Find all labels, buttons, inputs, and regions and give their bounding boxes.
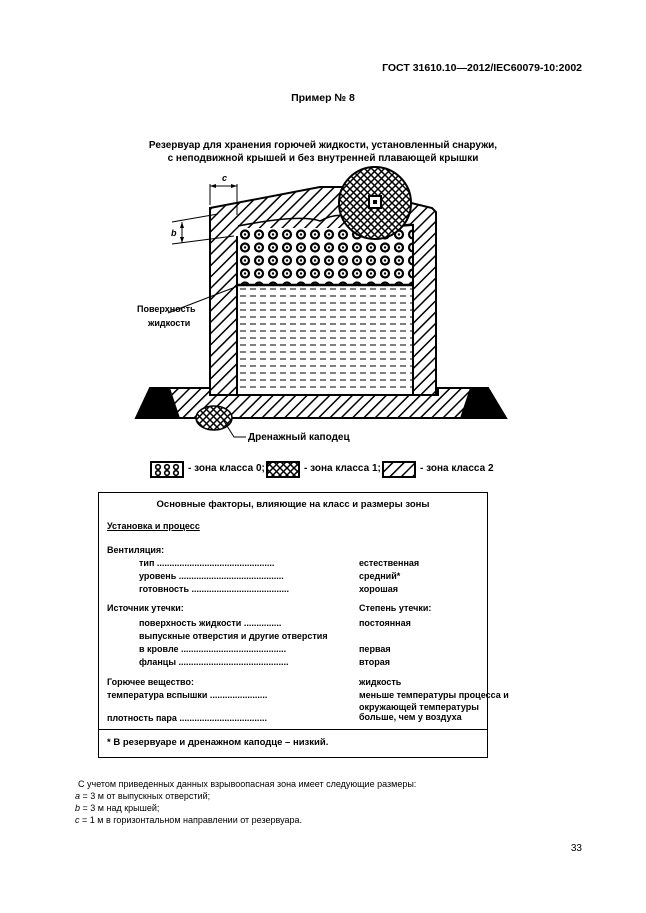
legend-zone-0-label: - зона класса 0; [188,463,265,474]
factors-title: Основные факторы, влияющие на класс и размеры зоны [156,499,430,510]
rs-vents-1: выпускные отверстия и другие отверстия [139,631,328,641]
conclusion-a [75,791,210,801]
rs-surface-value: постоянная [359,618,411,628]
vent-level-value: средний* [359,571,401,581]
conclusion-intro: С учетом приведенных данных взрывоопасная зона имеет следующие размеры: [78,779,417,789]
vent-level: уровень .......................................... [139,571,284,581]
c-text: = 1 м в горизонтальном направлении от резервуара. [82,815,302,825]
var-c: c [75,815,80,825]
label-drain: Дренажный каподец [248,432,350,443]
rs-flanges: фланцы ............................................ [139,657,289,667]
vent-availability: готовность ....................................... [139,584,290,594]
legend [150,460,500,480]
legend-zone-2-swatch [382,461,416,478]
page-number: 33 [570,843,582,854]
release-degree-heading: Степень утечки: [359,603,432,613]
caption-line-2: с неподвижной крышей и без внутренней плавающей крышки [167,153,479,164]
factors-table [98,492,509,758]
dim-b-label: b [171,228,177,238]
vapour-density: плотность пара ................................... [107,713,267,723]
vent-availability-value: хорошая [359,584,399,594]
dim-c-label: c [222,173,228,183]
drain-pit-zone [196,406,232,430]
var-a: a [75,791,81,801]
legend-zone-1-label: - зона класса 1; [304,463,381,474]
var-b: b [75,803,81,813]
example-title: Пример № 8 [291,92,355,104]
tank-liquid [238,286,412,389]
vent-type-value: естественная [359,558,420,568]
release-source-heading: Источник утечки: [107,603,184,613]
vent-type: тип ............................................... [139,558,275,568]
zone-2-ground [136,388,506,418]
ventilation-heading: Вентиляция: [107,545,165,555]
legend-zone-0-swatch [150,461,184,478]
flammable-heading: Горючее вещество: [107,677,194,687]
standard-number: ГОСТ 31610.10—2012/IEC60079-10:2002 [382,62,582,74]
factors-subtitle: Установка и процесс [107,521,200,531]
label-surface-2: жидкости [148,318,191,328]
flash-point-value-2: окружающей температуры [359,702,479,712]
a-text: = 3 м от выпускных отверстий; [82,791,211,801]
footnote-separator [99,729,487,730]
vapour-density-value: больше, чем у воздуха [359,712,462,722]
flash-point-value-1: меньше температуры процесса и [359,690,509,700]
b-text: = 3 м над крышей; [82,803,160,813]
legend-zone-1-swatch [266,461,300,478]
rs-vents-2: в кровле .......................................... [139,644,287,654]
rs-flanges-value: вторая [359,657,390,667]
label-surface-1: Поверхность [137,304,196,314]
flash-point: температура вспышки ....................... [107,690,268,700]
caption-line-1: Резервуар для хранения горючей жидкости, установленный снаружи, [148,140,498,151]
conclusion-c [75,815,302,825]
flammable-value: жидкость [359,677,402,687]
rs-vents-value: первая [359,644,391,654]
conclusion-b [75,803,159,813]
table-footnote: * В резервуаре и дренажном каподце – низкий. [107,737,329,748]
rs-surface: поверхность жидкости ............... [139,618,282,628]
legend-zone-2-label: - зона класса 2 [420,463,494,474]
